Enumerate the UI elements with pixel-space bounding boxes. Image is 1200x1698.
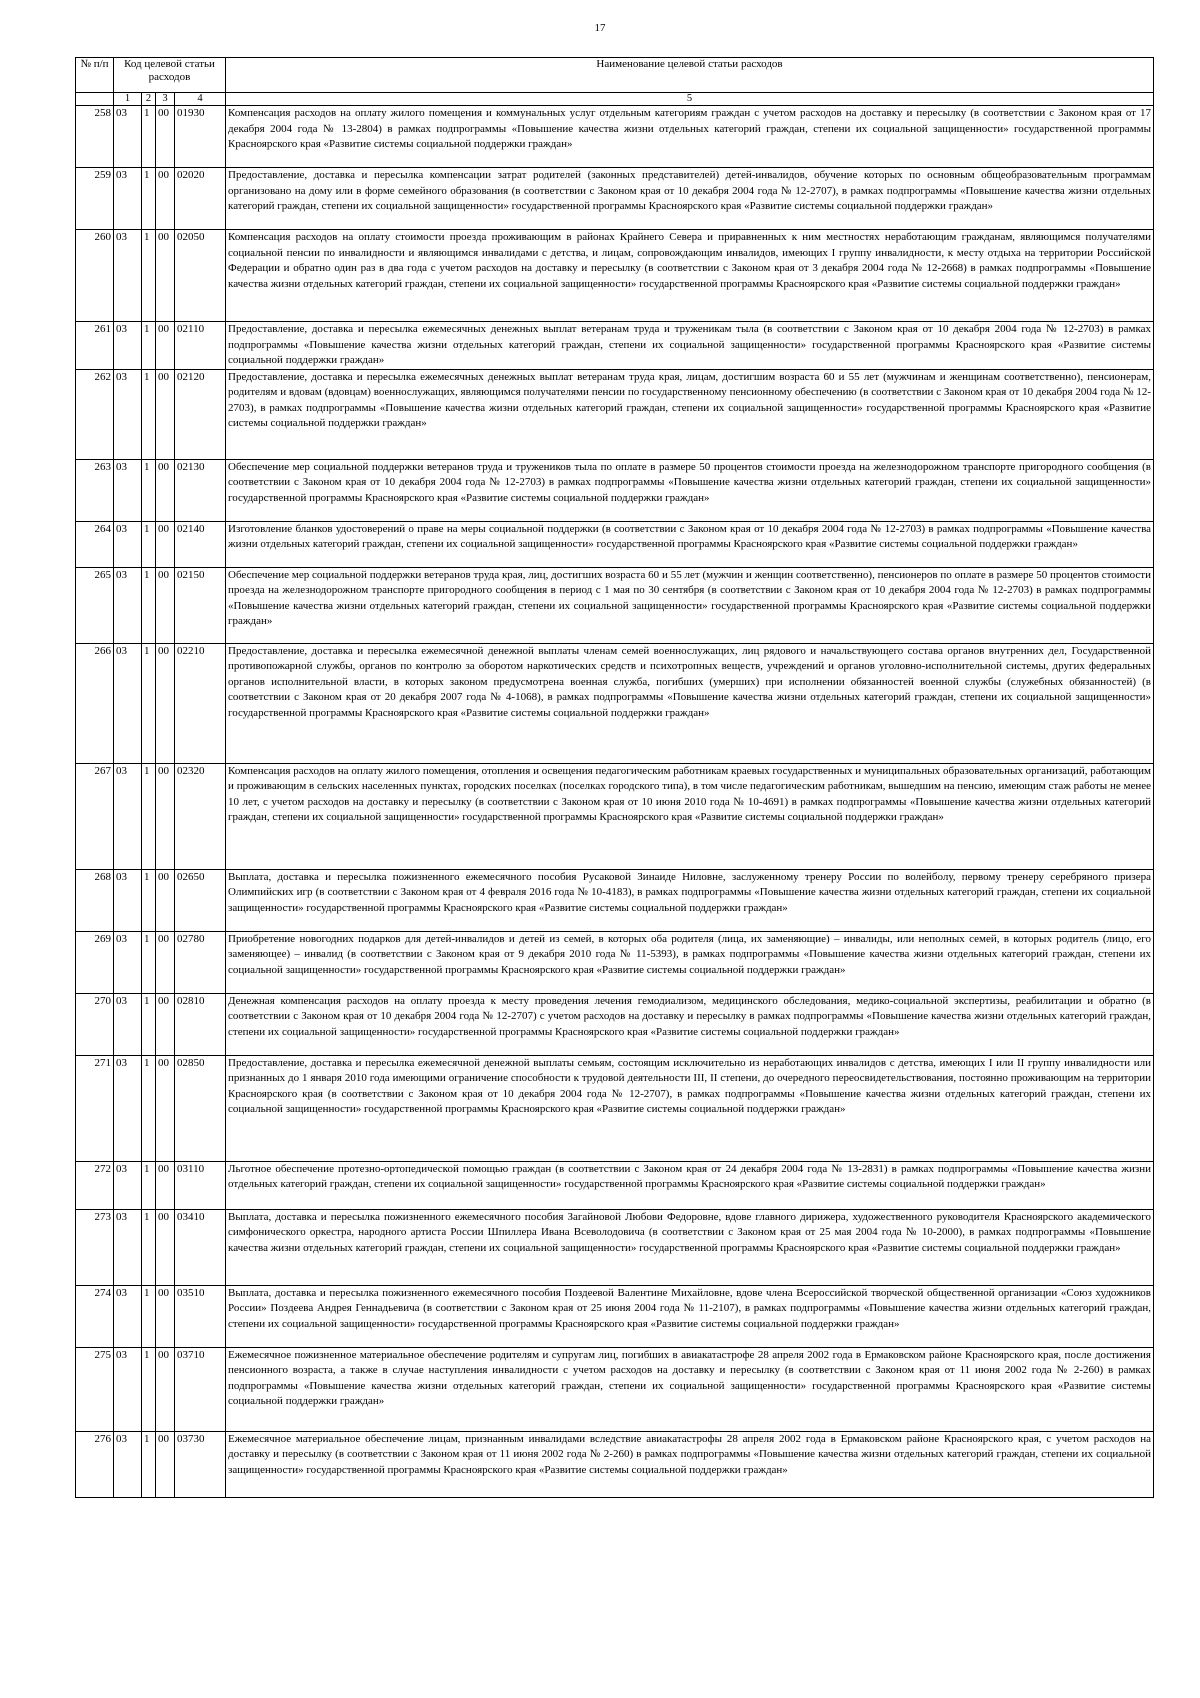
code-part-4: 02130 [175,459,226,521]
code-part-3: 00 [156,1209,175,1285]
code-part-4: 02120 [175,369,226,459]
row-number: 270 [76,993,114,1055]
row-number: 271 [76,1055,114,1161]
row-number: 263 [76,459,114,521]
code-part-3: 00 [156,931,175,993]
table-row [76,1285,1154,1347]
code-part-3: 00 [156,106,175,168]
code-part-4: 02320 [175,763,226,869]
table-row [76,369,1154,459]
code-part-3: 00 [156,643,175,763]
code-part-2: 1 [142,869,156,931]
code-part-1: 03 [114,168,142,230]
row-number: 274 [76,1285,114,1347]
code-part-1: 03 [114,567,142,643]
column-index: 2 [142,93,156,106]
table-header-row [76,58,1154,93]
code-part-2: 1 [142,459,156,521]
num-column-index [76,93,114,106]
code-part-3: 00 [156,369,175,459]
row-number: 275 [76,1347,114,1431]
code-part-3: 00 [156,1161,175,1209]
code-part-2: 1 [142,230,156,322]
row-description: Денежная компенсация расходов на оплату проезда к месту проведения лечения гемодиализом, медицинского обследования, медико-социальной экспертизы, реабилитации и обратно (в соответствии с Законом края от 10 декабря 2004 года № 12-2707) с учетом расходов на доставку и пересылку в рамках подпрограммы «Повышение качества жизни отдельных категорий граждан, степени их социальной защищенности» государственной программы Красноярского края «Развитие системы социальной поддержки граждан» [226,993,1154,1055]
code-part-1: 03 [114,1161,142,1209]
row-description: Ежемесячное пожизненное материальное обеспечение родителям и супругам лиц, погибших в авиакатастрофе 28 апреля 2002 года в Ермаковском районе Красноярского края, после достижения пенсионного возраста, а также в случае наступления инвалидности с учетом расходов на доставку и пересылку (в соответствии с Законом края от 11 июня 2002 года № 2-260) в рамках подпрограммы «Повышение качества жизни отдельных категорий граждан, степени их социальной защищенности» государственной программы Красноярского края «Развитие системы социальной поддержки граждан» [226,1347,1154,1431]
column-numbers-row [76,93,1154,106]
code-part-4: 02020 [175,168,226,230]
row-number: 258 [76,106,114,168]
row-number: 267 [76,763,114,869]
row-number: 264 [76,521,114,567]
code-part-2: 1 [142,567,156,643]
row-description: Приобретение новогодних подарков для детей-инвалидов и детей из семей, в которых оба родителя (лица, их заменяющие) – инвалиды, или неполных семей, в которых родитель (лицо, его заменяющее) – инвалид (в соответствии с Законом края от 9 декабря 2010 года № 11-5393), в рамках подпрограммы «Повышение качества жизни отдельных категорий граждан, степени их социальной защищенности» государственной программы Красноярского края «Развитие системы социальной поддержки граждан» [226,931,1154,993]
code-part-3: 00 [156,1431,175,1497]
row-description: Изготовление бланков удостоверений о праве на меры социальной поддержки (в соответствии с Законом края от 10 декабря 2004 года № 12-2703) в рамках подпрограммы «Повышение качества жизни отдельных категорий граждан, степени их социальной защищенности» государственной программы Красноярского края «Развитие системы социальной поддержки граждан» [226,521,1154,567]
table-row [76,1055,1154,1161]
table-row [76,106,1154,168]
row-number: 272 [76,1161,114,1209]
name-column-header: Наименование целевой статьи расходов [226,58,1154,93]
table-row [76,567,1154,643]
row-number: 260 [76,230,114,322]
row-number: 265 [76,567,114,643]
code-part-4: 02650 [175,869,226,931]
page-number: 17 [594,22,606,34]
code-part-2: 1 [142,168,156,230]
row-number: 266 [76,643,114,763]
table-row [76,230,1154,322]
row-description: Компенсация расходов на оплату стоимости проезда проживающим в районах Крайнего Севера и приравненных к ним местностях неработающим гражданам, являющимся получателями социальной пенсии по инвалидности и являющимся инвалидами с детства, и лицам, сопровождающим инвалидов, имеющих I группу инвалидности, к месту отдыха на территории Российской Федерации и обратно один раз в два года с учетом расходов на доставку и пересылку (в соответствии с Законом края от 3 декабря 2004 года № 12-2668) в рамках подпрограммы «Повышение качества жизни отдельных категорий граждан, степени их социальной защищенности» государственной программы Красноярского края «Развитие системы социальной поддержки граждан» [226,230,1154,322]
table-row [76,1431,1154,1497]
code-part-4: 03410 [175,1209,226,1285]
table-row [76,1161,1154,1209]
code-part-1: 03 [114,643,142,763]
row-number: 273 [76,1209,114,1285]
code-part-2: 1 [142,993,156,1055]
code-part-1: 03 [114,869,142,931]
row-description: Компенсация расходов на оплату жилого помещения и коммунальных услуг отдельным категориям граждан с учетом расходов на доставку и пересылку (в соответствии с Законом края от 17 декабря 2004 года № 13-2804) в рамках подпрограммы «Повышение качества жизни отдельных категорий граждан, степени их социальной защищенности» государственной программы Красноярского края «Развитие системы социальной поддержки граждан» [226,106,1154,168]
row-description: Выплата, доставка и пересылка пожизненного ежемесячного пособия Русаковой Зинаиде Ниловне, заслуженному тренеру России по волейболу, первому тренеру серебряного призера Олимпийских игр (в соответствии с Законом края от 4 февраля 2016 года № 10-4183), в рамках подпрограммы «Повышение качества жизни отдельных категорий граждан, степени их социальной защищенности» государственной программы Красноярского края «Развитие системы социальной поддержки граждан» [226,869,1154,931]
table-row [76,993,1154,1055]
row-number: 268 [76,869,114,931]
row-number: 261 [76,322,114,370]
code-part-1: 03 [114,1431,142,1497]
code-part-2: 1 [142,1285,156,1347]
code-part-1: 03 [114,993,142,1055]
code-part-4: 03710 [175,1347,226,1431]
table-row [76,643,1154,763]
code-part-1: 03 [114,322,142,370]
code-part-1: 03 [114,1055,142,1161]
code-part-4: 03730 [175,1431,226,1497]
row-number: 262 [76,369,114,459]
code-column-header: Код целевой статьи расходов [114,58,226,93]
table-row [76,459,1154,521]
column-index: 1 [114,93,142,106]
code-part-1: 03 [114,763,142,869]
code-part-2: 1 [142,106,156,168]
code-part-3: 00 [156,1055,175,1161]
code-part-4: 02780 [175,931,226,993]
code-part-3: 00 [156,322,175,370]
row-description: Обеспечение мер социальной поддержки ветеранов труда и тружеников тыла по оплате в размере 50 процентов стоимости проезда на железнодорожном транспорте пригородного сообщения (в соответствии с Законом края от 10 декабря 2004 года № 12-2703) в рамках подпрограммы «Повышение качества жизни отдельных категорий граждан, степени их социальной защищенности» государственной программы Красноярского края «Развитие системы социальной поддержки граждан» [226,459,1154,521]
column-index: 5 [226,93,1154,106]
table-row [76,168,1154,230]
code-part-3: 00 [156,459,175,521]
code-part-1: 03 [114,230,142,322]
code-part-2: 1 [142,1347,156,1431]
code-part-4: 02210 [175,643,226,763]
code-part-1: 03 [114,459,142,521]
row-description: Обеспечение мер социальной поддержки ветеранов труда края, лиц, достигших возраста 60 и 55 лет (мужчин и женщин соответственно), пенсионеров по оплате в размере 50 процентов стоимости проезда на железнодорожном транспорте пригородного сообщения в период с 1 мая по 30 сентября (в соответствии с Законом края от 10 декабря 2004 года № 12-2703) в рамках подпрограммы «Повышение качества жизни отдельных категорий граждан, степени их социальной защищенности» государственной программы Красноярского края «Развитие системы социальной поддержки граждан» [226,567,1154,643]
row-description: Ежемесячное материальное обеспечение лицам, признанным инвалидами вследствие авиакатастрофы 28 апреля 2002 года в Ермаковском районе Красноярского края, с учетом расходов на доставку и пересылку (в соответствии с Законом края от 11 июня 2002 года № 2-260) в рамках подпрограммы «Повышение качества жизни отдельных категорий граждан, степени их социальной защищенности» государственной программы Красноярского края «Развитие системы социальной поддержки граждан» [226,1431,1154,1497]
code-part-4: 01930 [175,106,226,168]
column-index: 3 [156,93,175,106]
code-part-3: 00 [156,230,175,322]
code-part-2: 1 [142,763,156,869]
code-part-4: 02810 [175,993,226,1055]
table-row [76,931,1154,993]
code-part-2: 1 [142,521,156,567]
table-row [76,521,1154,567]
column-index: 4 [175,93,226,106]
code-part-3: 00 [156,1347,175,1431]
table-row [76,322,1154,370]
code-part-2: 1 [142,1161,156,1209]
code-part-3: 00 [156,869,175,931]
table-row [76,1209,1154,1285]
budget-items-table [75,57,1154,1498]
table-row [76,1347,1154,1431]
code-part-1: 03 [114,931,142,993]
code-part-1: 03 [114,521,142,567]
code-part-2: 1 [142,1055,156,1161]
row-description: Компенсация расходов на оплату жилого помещения, отопления и освещения педагогическим работникам краевых государственных и муниципальных образовательных организаций, работающим и проживающим в сельских населенных пунктах, городских поселках (поселках городского типа), в том числе педагогическим работникам, вышедшим на пенсию, имеющим стаж работы не менее 10 лет, с учетом расходов на доставку и пересылку (в соответствии с Законом края от 10 июня 2010 года № 10-4691) в рамках подпрограммы «Повышение качества жизни отдельных категорий граждан, степени их социальной защищенности» государственной программы Красноярского края «Развитие системы социальной поддержки граждан» [226,763,1154,869]
code-part-4: 02140 [175,521,226,567]
row-number: 276 [76,1431,114,1497]
code-part-2: 1 [142,1431,156,1497]
row-description: Предоставление, доставка и пересылка ежемесячных денежных выплат ветеранам труда края, лицам, достигшим возраста 60 и 55 лет (мужчинам и женщинам соответственно), пенсионерам, родителям и вдовам (вдовцам) военнослужащих, являющимся получателями пенсии по государственному пенсионному обеспечению (в соответствии с Законом края от 10 декабря 2004 года № 12-2703), в рамках подпрограммы «Повышение качества жизни отдельных категорий граждан, степени их социальной защищенности» государственной программы Красноярского края «Развитие системы социальной поддержки граждан» [226,369,1154,459]
row-description: Предоставление, доставка и пересылка компенсации затрат родителей (законных представителей) детей-инвалидов, обучение которых по основным общеобразовательным программам организовано на дому или в форме семейного образования (в соответствии с Законом края от 10 декабря 2004 года № 12-2707), в рамках подпрограммы «Повышение качества жизни отдельных категорий граждан, степени их социальной защищенности» государственной программы Красноярского края «Развитие системы социальной поддержки граждан» [226,168,1154,230]
code-part-1: 03 [114,106,142,168]
code-part-2: 1 [142,322,156,370]
code-part-4: 03510 [175,1285,226,1347]
code-part-2: 1 [142,931,156,993]
table-row [76,869,1154,931]
code-part-2: 1 [142,1209,156,1285]
row-description: Предоставление, доставка и пересылка ежемесячной денежной выплаты семьям, состоящим исключительно из неработающих инвалидов с детства, имеющих I или II группу инвалидности или признанных до 1 января 2010 года имеющими ограничение способности к трудовой деятельности III, II степени, до очередного переосвидетельствования, постоянно проживающим на территории Красноярского края (в соответствии с Законом края от 10 декабря 2004 года № 12-2707), в рамках подпрограммы «Повышение качества жизни отдельных категорий граждан, степени их социальной защищенности» государственной программы Красноярского края «Развитие системы социальной поддержки граждан» [226,1055,1154,1161]
table-row [76,763,1154,869]
code-part-4: 02050 [175,230,226,322]
code-part-1: 03 [114,1347,142,1431]
code-part-1: 03 [114,369,142,459]
code-part-3: 00 [156,763,175,869]
row-number: 269 [76,931,114,993]
code-part-3: 00 [156,168,175,230]
code-part-1: 03 [114,1209,142,1285]
row-description: Предоставление, доставка и пересылка ежемесячной денежной выплаты членам семей военнослужащих, лиц рядового и начальствующего состава органов внутренних дел, Государственной противопожарной службы, органов по контролю за оборотом наркотических средств и психотропных веществ, учреждений и органов уголовно-исполнительной системы, других федеральных органов исполнительной власти, в которых законом предусмотрена военная служба, погибших (умерших) при исполнении обязанностей военной службы (служебных обязанностей) (в соответствии с Законом края от 20 декабря 2007 года № 4-1068), в рамках подпрограммы «Повышение качества жизни отдельных категорий граждан, степени их социальной защищенности» государственной программы Красноярского края «Развитие системы социальной поддержки граждан» [226,643,1154,763]
code-part-3: 00 [156,1285,175,1347]
row-description: Выплата, доставка и пересылка пожизненного ежемесячного пособия Загайновой Любови Федоровне, вдове главного дирижера, художественного руководителя Красноярского академического симфонического оркестра, народного артиста России Шпиллера Ивана Всеволодовича (в соответствии с Законом края от 25 мая 2004 года № 10-2000), в рамках подпрограммы «Повышение качества жизни отдельных категорий граждан, степени их социальной защищенности» государственной программы Красноярского края «Развитие системы социальной поддержки граждан» [226,1209,1154,1285]
code-part-4: 02110 [175,322,226,370]
row-description: Льготное обеспечение протезно-ортопедической помощью граждан (в соответствии с Законом края от 24 декабря 2004 года № 13-2831) в рамках подпрограммы «Повышение качества жизни отдельных категорий граждан, степени их социальной защищенности» государственной программы Красноярского края «Развитие системы социальной поддержки граждан» [226,1161,1154,1209]
code-part-4: 02850 [175,1055,226,1161]
code-part-3: 00 [156,993,175,1055]
code-part-2: 1 [142,369,156,459]
code-part-4: 03110 [175,1161,226,1209]
num-column-header: № п/п [76,58,114,93]
row-number: 259 [76,168,114,230]
row-description: Предоставление, доставка и пересылка ежемесячных денежных выплат ветеранам труда и труженикам тыла (в соответствии с Законом края от 10 декабря 2004 года № 12-2703) в рамках подпрограммы «Повышение качества жизни отдельных категорий граждан, степени их социальной защищенности» государственной программы Красноярского края «Развитие системы социальной поддержки граждан» [226,322,1154,370]
code-part-2: 1 [142,643,156,763]
code-part-4: 02150 [175,567,226,643]
row-description: Выплата, доставка и пересылка пожизненного ежемесячного пособия Поздеевой Валентине Михайловне, вдове члена Всероссийской творческой общественной организации «Союз художников России» Поздеева Андрея Геннадьевича (в соответствии с Законом края от 25 июня 2004 года № 11-2107), в рамках подпрограммы «Повышение качества жизни отдельных категорий граждан, степени их социальной защищенности» государственной программы Красноярского края «Развитие системы социальной поддержки граждан» [226,1285,1154,1347]
code-part-1: 03 [114,1285,142,1347]
code-part-3: 00 [156,567,175,643]
code-part-3: 00 [156,521,175,567]
